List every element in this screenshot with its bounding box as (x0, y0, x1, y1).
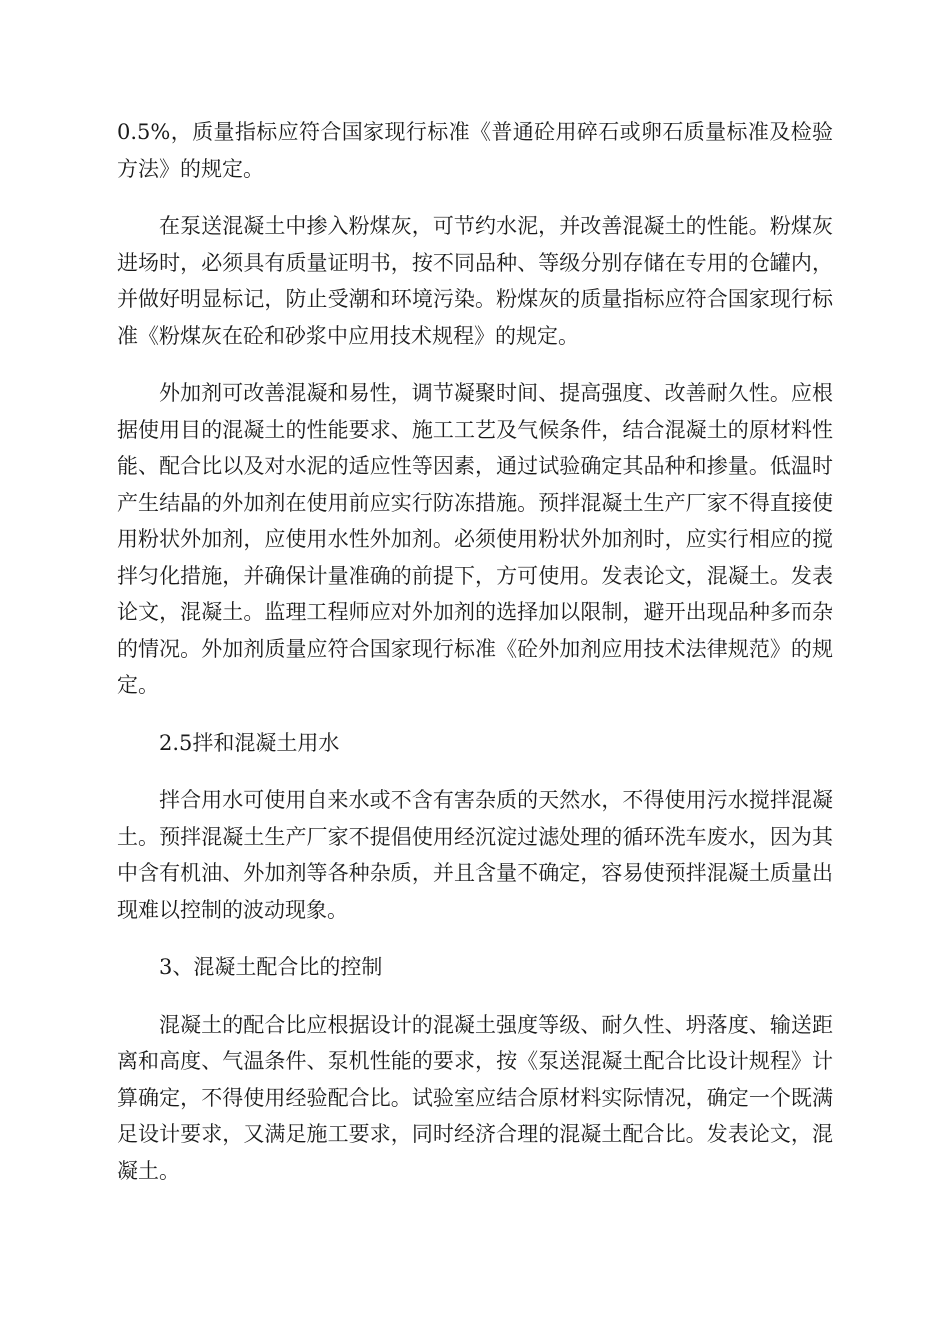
section-heading-mix-proportion: 3、混凝土配合比的控制 (159, 955, 383, 979)
paragraph-fly-ash: 在泵送混凝土中掺入粉煤灰，可节约水泥，并改善混凝土的性能。粉煤灰进场时，必须具有质量证明书，按不同品种、等级分别存储在专用的仓罐内，并做好明显标记，防止受潮和环境污染。粉煤灰的质量指标应符合国家现行标准《粉煤灰在砼和砂浆中应用技术规程》的规定。 (117, 214, 833, 348)
paragraph-mix-proportion: 混凝土的配合比应根据设计的混凝土强度等级、耐久性、坍落度、输送距离和高度、气温条件、泵机性能的要求，按《泵送混凝土配合比设计规程》计算确定，不得使用经验配合比。试验室应结合原材料实际情况，确定一个既满足设计要求，又满足施工要求，同时经济合理的混凝土配合比。发表论文，混凝土。 (117, 1012, 833, 1183)
paragraph-mixing-water: 拌合用水可使用自来水或不含有害杂质的天然水，不得使用污水搅拌混凝土。预拌混凝土生产厂家不提倡使用经沉淀过滤处理的循环洗车废水，因为其中含有机油、外加剂等各种杂质，并且含量不确定，容易使预拌混凝土质量出现难以控制的波动现象。 (117, 788, 833, 922)
paragraph-continuation: 0.5%，质量指标应符合国家现行标准《普通砼用碎石或卵石质量标准及检验方法》的规定。 (117, 120, 833, 181)
document-page (117, 114, 833, 1210)
paragraph-admixture: 外加剂可改善混凝和易性，调节凝聚时间、提高强度、改善耐久性。应根据使用目的混凝土的性能要求、施工工艺及气候条件，结合混凝土的原材料性能、配合比以及对水泥的适应性等因素，通过试验确定其品种和掺量。低温时产生结晶的外加剂在使用前应实行防冻措施。预拌混凝土生产厂家不得直接使用粉状外加剂，应使用水性外加剂。必须使用粉状外加剂时，应实行相应的搅拌匀化措施，并确保计量准确的前提下，方可使用。发表论文，混凝土。发表论文，混凝土。监理工程师应对外加剂的选择加以限制，避开出现品种多而杂的情况。外加剂质量应符合国家现行标准《砼外加剂应用技术法律规范》的规定。 (117, 381, 833, 697)
section-heading-mixing-water: 2.5拌和混凝土用水 (159, 730, 340, 755)
